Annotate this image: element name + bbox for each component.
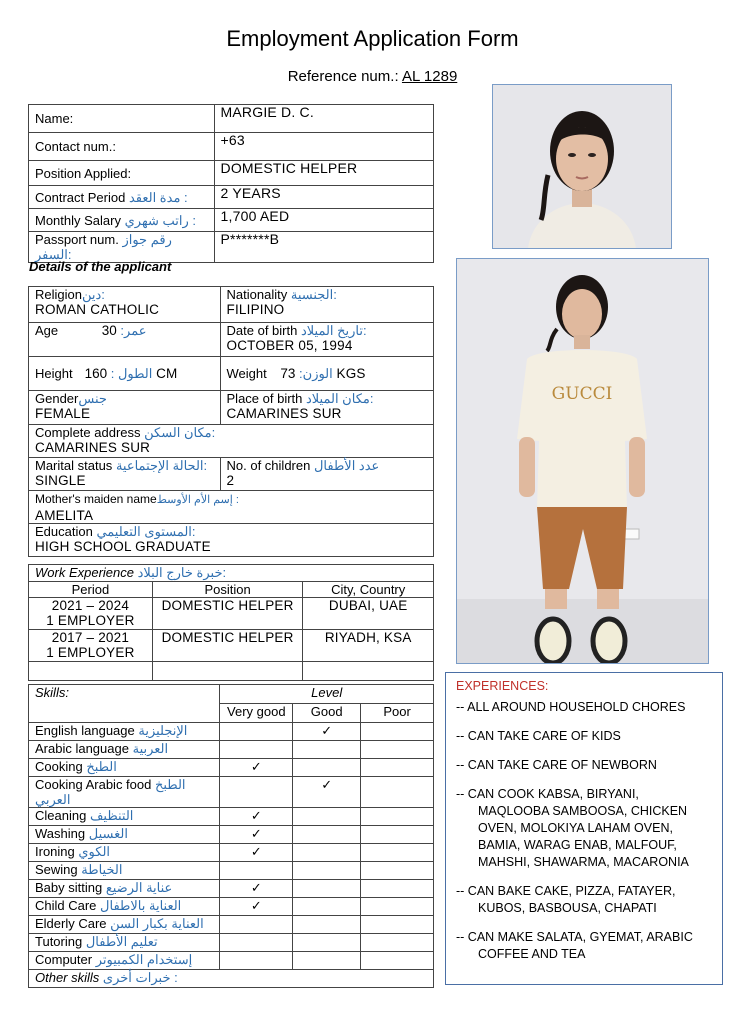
address-value: CAMARINES SUR — [35, 440, 151, 455]
marital-cell — [29, 458, 221, 491]
weight-cell — [220, 357, 433, 391]
skill-label-ar: التنظيف — [89, 808, 134, 823]
skill-label-cell — [29, 916, 220, 934]
skill-label-cell — [29, 862, 220, 880]
skills-heading: Skills: — [29, 685, 220, 723]
skill-label: Child Care — [35, 898, 97, 913]
skill-label: Tutoring — [35, 934, 83, 949]
skill-label: Sewing — [35, 862, 78, 877]
nationality-value: FILIPINO — [226, 302, 285, 317]
mother-label-ar: إسم الأم الأوسط : — [156, 494, 239, 506]
skill-row — [29, 916, 434, 934]
col-good: Good — [293, 704, 361, 723]
info-label-cell — [29, 209, 215, 232]
skill-label: Elderly Care — [35, 916, 107, 931]
skill-label-ar: إستخدام الكمبيوتر — [95, 952, 193, 967]
other-skills-cell — [29, 970, 434, 988]
experience-item: -- ALL AROUND HOUSEHOLD CHORES — [456, 700, 686, 714]
work-period: 2021 – 2024 — [51, 598, 130, 613]
skill-level-good — [293, 898, 361, 916]
nationality-cell — [220, 287, 433, 323]
skill-label: Cooking Arabic food — [35, 777, 152, 792]
experience-item: -- CAN COOK KABSA, BIRYANI, MAQLOOBA SAMBOOSA, CHICKEN OVEN, MOLOKIYA LAHAM OVEN, BAMIA, WARAG ENAB, MALFOUF, MAHSHI, SHAWARMA, MACARONIA — [456, 787, 689, 869]
other-skills-label: Other skills — [35, 970, 100, 985]
col-period: Period — [29, 582, 153, 598]
info-value: MARGIE D. C. — [214, 105, 433, 133]
skill-label-ar: العناية بالاطفال — [100, 898, 182, 913]
marital-value: SINGLE — [35, 473, 86, 488]
skill-row — [29, 952, 434, 970]
marital-label: Marital status — [35, 458, 113, 473]
education-value: HIGH SCHOOL GRADUATE — [35, 539, 211, 554]
skill-level-poor — [361, 934, 434, 952]
address-label-ar: مكان السكن: — [144, 425, 216, 440]
check-icon: ✓ — [250, 880, 262, 895]
skill-level-very-good — [220, 777, 293, 808]
skill-level-poor — [361, 826, 434, 844]
skill-row — [29, 844, 434, 862]
religion-label: Religion — [35, 287, 82, 302]
gender-value: FEMALE — [35, 406, 91, 421]
info-value: 2 YEARS — [214, 186, 433, 209]
experience-item: -- CAN MAKE SALATA, GYEMAT, ARABIC COFFEE AND TEA — [456, 930, 693, 961]
skill-label: Baby sitting — [35, 880, 103, 895]
work-experience-table — [28, 564, 434, 681]
skill-level-very-good — [220, 723, 293, 741]
skill-level-poor — [361, 898, 434, 916]
skill-level-good — [293, 808, 361, 826]
dob-label: Date of birth — [226, 323, 298, 338]
education-label: Education — [35, 524, 93, 539]
skill-label: Arabic language — [35, 741, 129, 756]
skill-label: Washing — [35, 826, 86, 841]
age-cell — [29, 323, 221, 357]
skill-label-cell — [29, 723, 220, 741]
skill-level-poor — [361, 952, 434, 970]
education-label-ar: المستوى التعليمي: — [96, 524, 196, 539]
children-label: No. of children — [226, 458, 311, 473]
skill-level-very-good — [220, 916, 293, 934]
skill-label: Cooking — [35, 759, 83, 774]
reference-line — [0, 68, 745, 85]
details-heading: Details of the applicant — [29, 259, 172, 274]
info-label-cell — [29, 161, 215, 186]
age-label: Age — [35, 323, 59, 338]
work-empty-cell — [152, 662, 303, 681]
top-info-table — [28, 104, 434, 263]
children-value: 2 — [226, 473, 235, 488]
skill-label-ar: تعليم الأطفال — [85, 934, 158, 949]
check-icon: ✓ — [250, 808, 262, 823]
info-value: 1,700 AED — [214, 209, 433, 232]
skill-level-good — [293, 916, 361, 934]
age-label-ar: عمر: — [120, 323, 147, 338]
skill-level-very-good — [220, 862, 293, 880]
info-row — [29, 161, 434, 186]
experiences-box — [445, 672, 723, 985]
work-employer: 1 EMPLOYER — [46, 645, 135, 660]
details-table — [28, 286, 434, 557]
info-label-ar: راتب شهري : — [124, 212, 196, 228]
check-icon: ✓ — [321, 723, 333, 738]
check-icon: ✓ — [250, 759, 262, 774]
skill-level-very-good — [220, 808, 293, 826]
experience-item: -- CAN TAKE CARE OF NEWBORN — [456, 758, 657, 772]
check-icon: ✓ — [321, 777, 333, 792]
work-empty-cell — [29, 662, 153, 681]
skill-row — [29, 880, 434, 898]
skill-label: English language — [35, 723, 135, 738]
skill-level-poor — [361, 777, 434, 808]
skill-row — [29, 777, 434, 808]
skill-level-very-good — [220, 826, 293, 844]
skill-level-poor — [361, 759, 434, 777]
info-label: Contract Period — [35, 189, 126, 205]
nationality-label: Nationality — [226, 287, 288, 302]
skill-label-cell — [29, 741, 220, 759]
work-row — [29, 598, 434, 630]
height-cell — [29, 357, 221, 391]
col-position: Position — [152, 582, 303, 598]
other-skills-label-ar: خبرات أخرى : — [102, 970, 178, 985]
info-label-ar: رقم جواز السفر: — [35, 232, 172, 262]
work-heading-ar: خبرة خارج البلاد: — [137, 565, 227, 580]
work-city: DUBAI, UAE — [303, 598, 434, 630]
skill-label-cell — [29, 880, 220, 898]
skill-label-ar: الطبخ — [86, 759, 117, 774]
info-label-ar: مدة العقد : — [128, 189, 188, 205]
weight-label-ar: الوزن: — [299, 366, 333, 381]
skill-level-poor — [361, 808, 434, 826]
info-value: +63 — [214, 133, 433, 161]
info-row — [29, 232, 434, 263]
info-label: Monthly Salary — [35, 212, 121, 228]
skill-label-ar: الإنجليزية — [138, 723, 188, 738]
pob-label-ar: مكان الميلاد: — [306, 391, 374, 406]
weight-value: 73 KGS — [280, 366, 366, 381]
info-label-cell — [29, 186, 215, 209]
info-label-cell — [29, 133, 215, 161]
skill-level-good — [293, 880, 361, 898]
pob-cell — [220, 391, 433, 425]
height-label: Height — [35, 366, 73, 381]
col-very-good: Very good — [220, 704, 293, 723]
skill-level-good — [293, 741, 361, 759]
skill-label-cell — [29, 826, 220, 844]
skill-row — [29, 808, 434, 826]
skill-label: Cleaning — [35, 808, 87, 823]
form-title: Employment Application Form — [226, 26, 519, 51]
skill-row — [29, 898, 434, 916]
skill-label: Computer — [35, 952, 93, 967]
skill-label-ar: الخياطة — [81, 862, 123, 877]
work-period: 2017 – 2021 — [51, 630, 130, 645]
skill-level-poor — [361, 880, 434, 898]
info-label: Passport num. — [35, 232, 119, 247]
full-body-illustration — [457, 259, 708, 663]
religion-value: ROMAN CATHOLIC — [35, 302, 160, 317]
address-label: Complete address — [35, 425, 141, 440]
work-heading: Work Experience — [35, 565, 134, 580]
experiences-heading: EXPERIENCES: — [456, 679, 549, 693]
info-label-cell — [29, 232, 215, 263]
skill-label-cell — [29, 844, 220, 862]
check-icon: ✓ — [250, 898, 262, 913]
skill-level-poor — [361, 862, 434, 880]
skill-label-cell — [29, 898, 220, 916]
religion-label-ar: دين: — [81, 287, 105, 302]
info-row — [29, 209, 434, 232]
skill-level-very-good — [220, 741, 293, 759]
skill-row — [29, 759, 434, 777]
children-cell — [220, 458, 433, 491]
gender-label-ar: جنس — [78, 391, 107, 406]
info-label: Position Applied: — [35, 165, 132, 181]
skill-level-good — [293, 952, 361, 970]
skill-level-good — [293, 759, 361, 777]
gender-cell — [29, 391, 221, 425]
skill-row — [29, 826, 434, 844]
skill-level-poor — [361, 723, 434, 741]
work-period-cell — [29, 630, 153, 662]
mother-label: Mother's maiden name — [35, 492, 157, 506]
experience-item: -- CAN BAKE CAKE, PIZZA, FATAYER, KUBOS, BASBOUSA, CHAPATI — [456, 884, 676, 915]
info-value: DOMESTIC HELPER — [214, 161, 433, 186]
skill-label-cell — [29, 934, 220, 952]
skill-level-poor — [361, 916, 434, 934]
height-label-ar: الطول : — [110, 366, 153, 381]
pob-value: CAMARINES SUR — [226, 406, 342, 421]
skill-row — [29, 862, 434, 880]
skill-label-cell — [29, 952, 220, 970]
weight-label: Weight — [226, 366, 267, 381]
skill-level-good — [293, 934, 361, 952]
skill-row — [29, 723, 434, 741]
col-city: City, Country — [303, 582, 434, 598]
info-row — [29, 186, 434, 209]
education-cell — [29, 524, 434, 557]
work-heading-cell — [29, 565, 434, 582]
reference-label: Reference num.: — [287, 68, 399, 85]
reference-value: AL 1289 — [401, 68, 458, 85]
work-employer: 1 EMPLOYER — [46, 613, 135, 628]
work-position: DOMESTIC HELPER — [152, 630, 303, 662]
religion-cell — [29, 287, 221, 323]
address-cell — [29, 425, 434, 458]
skill-label-ar: الغسيل — [88, 826, 128, 841]
mother-value: AMELITA — [35, 508, 94, 523]
work-position: DOMESTIC HELPER — [152, 598, 303, 630]
work-city: RIYADH, KSA — [303, 630, 434, 662]
skill-level-good — [293, 844, 361, 862]
skill-label-cell — [29, 759, 220, 777]
dob-value: OCTOBER 05, 1994 — [226, 338, 353, 353]
mother-cell — [29, 491, 434, 524]
skill-level-very-good — [220, 952, 293, 970]
dob-label-ar: تاريخ الميلاد: — [300, 323, 367, 338]
skill-label-ar: العناية بكبار السن — [110, 916, 204, 931]
shirt-text: GUCCI — [551, 384, 613, 404]
skills-table — [28, 684, 434, 988]
skill-label-ar: الكوي — [78, 844, 111, 859]
children-label-ar: عدد الأطفال — [313, 458, 380, 473]
check-icon: ✓ — [250, 844, 262, 859]
work-period-cell — [29, 598, 153, 630]
gender-label: Gender — [35, 391, 79, 406]
pob-label: Place of birth — [226, 391, 303, 406]
level-heading: Level — [220, 685, 434, 704]
skill-level-very-good — [220, 898, 293, 916]
experience-item: -- CAN TAKE CARE OF KIDS — [456, 729, 621, 743]
info-label: Contact num.: — [35, 139, 116, 154]
work-empty-cell — [303, 662, 434, 681]
skill-label-cell — [29, 777, 220, 808]
skill-row — [29, 934, 434, 952]
skill-level-very-good — [220, 759, 293, 777]
marital-label-ar: الحالة الإجتماعية: — [115, 458, 208, 473]
skill-level-very-good — [220, 844, 293, 862]
skill-level-poor — [361, 741, 434, 759]
age-value: 30 — [101, 323, 117, 338]
skill-level-good — [293, 826, 361, 844]
skill-label-cell — [29, 808, 220, 826]
headshot-illustration — [493, 85, 671, 248]
skill-row — [29, 741, 434, 759]
info-value: P*******B — [214, 232, 433, 263]
skill-label-ar: الطبخ العربي — [35, 777, 186, 807]
height-value: 160 CM — [84, 366, 178, 381]
check-icon: ✓ — [250, 826, 262, 841]
skill-label: Ironing — [35, 844, 75, 859]
skill-level-good — [293, 862, 361, 880]
skill-level-very-good — [220, 880, 293, 898]
info-label: Name: — [35, 111, 74, 126]
work-row — [29, 630, 434, 662]
skill-level-good — [293, 723, 361, 741]
skill-level-poor — [361, 844, 434, 862]
col-poor: Poor — [361, 704, 434, 723]
headshot-photo — [492, 84, 672, 249]
nationality-label-ar: الجنسية: — [290, 287, 337, 302]
skill-level-very-good — [220, 934, 293, 952]
full-body-photo — [456, 258, 709, 664]
skill-label-ar: عناية الرضيع — [105, 880, 173, 895]
skill-level-good — [293, 777, 361, 808]
info-label-cell — [29, 105, 215, 133]
info-row — [29, 105, 434, 133]
skill-label-ar: العربية — [132, 741, 169, 756]
info-row — [29, 133, 434, 161]
dob-cell — [220, 323, 433, 357]
